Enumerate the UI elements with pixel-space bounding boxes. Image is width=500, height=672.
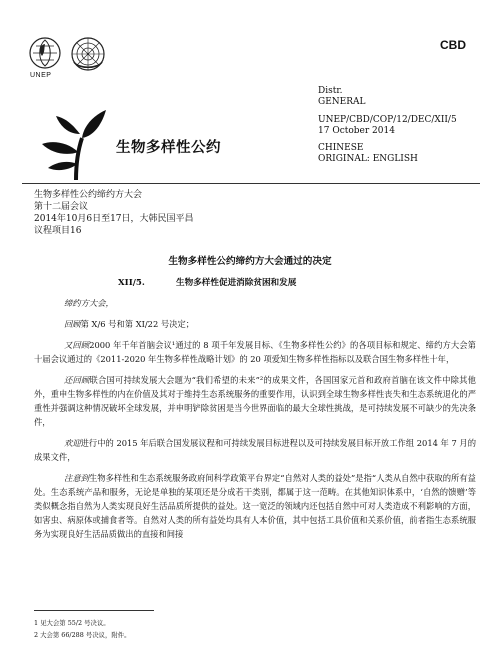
paragraph-text: 第 X/6 号和第 XI/22 号决定； bbox=[80, 319, 195, 329]
session-info bbox=[34, 189, 194, 237]
footnote-divider bbox=[34, 610, 154, 611]
original-language: ORIGINAL: ENGLISH bbox=[318, 154, 418, 165]
unep-label: UNEP bbox=[30, 72, 52, 79]
paragraph-lead: 缔约方大会， bbox=[64, 298, 114, 308]
footnote: 1 见大会第 55/2 号决议。 bbox=[34, 619, 110, 627]
footnote: 2 大会第 66/288 号决议，附件。 bbox=[34, 631, 131, 639]
paragraph-lead: 又回顾 bbox=[64, 340, 90, 350]
decision-heading bbox=[118, 276, 296, 288]
paragraph-lead: 回顾 bbox=[64, 319, 81, 329]
paragraph-text: 生物多样性和生态系统服务政府间科学政策平台界定“自然对人类的益处”是指“人类从自然中获取的所有益处。生态系统产品和服务，无论是单独的某项还是分成若干类别，都属于这一范畴。在其他知识体系中，‘自然的馈赠’等类似概念指自然为人类实现良好生活品质所提供的益处。这一宽泛的领域内还包括自然中可对人类造成不利影响的方面，如害虫、病原体或捕食者等。自然对人类的所有益处均具有人本价值，其中包括工具价值和关系价值，前者指生态系统服务为实现良好生活品质做出的直接和间接 bbox=[34, 473, 476, 539]
document-metadata bbox=[318, 86, 457, 166]
cbd-label: CBD bbox=[440, 38, 466, 52]
paragraph-text: 2000 年千年首脑会议¹通过的 8 项千年发展目标、《生物多样性公约》的各项目标和规定、缔约方大会第十届会议通过的《2011-2020 年生物多样性战略计划》的 20 项爱知生物多样性指标以及联合国生物多样性十年， bbox=[34, 340, 476, 364]
distr-label: Distr. bbox=[318, 86, 343, 96]
paragraph bbox=[34, 338, 476, 366]
distribution: GENERAL bbox=[318, 97, 366, 108]
decision-number: XII/5. bbox=[118, 278, 145, 288]
header-divider bbox=[22, 183, 480, 184]
decision-body bbox=[34, 296, 476, 548]
agenda-item: 议程项目16 bbox=[34, 226, 82, 236]
convention-title: 生物多样性公约 bbox=[116, 140, 221, 156]
session-date-place: 2014年10月6日至17日，大韩民国平昌 bbox=[34, 214, 194, 224]
cbd-plant-logo-icon bbox=[38, 104, 108, 182]
paragraph-lead: 欢迎 bbox=[64, 438, 81, 448]
paragraph bbox=[34, 373, 476, 429]
paragraph bbox=[34, 317, 476, 331]
un-emblem-icon bbox=[70, 36, 106, 72]
decision-title: 生物多样性公约缔约方大会通过的决定 bbox=[168, 256, 332, 267]
document-date: 17 October 2014 bbox=[318, 125, 395, 136]
footnotes bbox=[34, 617, 131, 641]
unep-logo-icon bbox=[28, 36, 62, 70]
paragraph bbox=[34, 436, 476, 464]
paragraph-text: 联合国可持续发展大会题为“我们希望的未来”²的成果文件，各国国家元首和政府首脑在该文件中除其他外，重申生物多样性的内在价值及其对于维持生态系统服务的重要作用，认识到全球生物多样性丧失和生态系统退化的严重性并强调这种情况破坏全球发展，并申明铲除贫困是当今世界面临的最大全球性挑战，是可持续发展不可缺少的先决条件， bbox=[34, 375, 476, 427]
document-symbol: UNEP/CBD/COP/12/DEC/XII/5 bbox=[318, 114, 457, 125]
language: CHINESE bbox=[318, 143, 364, 154]
session-body: 生物多样性公约缔约方大会 bbox=[34, 190, 143, 200]
paragraph-text: 进行中的 2015 年后联合国发展议程和可持续发展目标进程以及可持续发展目标开放工作组 2014 年 7 月的成果文件， bbox=[34, 438, 476, 462]
paragraph-lead: 还回顾 bbox=[64, 375, 90, 385]
paragraph bbox=[34, 471, 476, 541]
paragraph bbox=[34, 296, 476, 310]
paragraph-lead: 注意到 bbox=[64, 473, 89, 483]
session-meeting: 第十二届会议 bbox=[34, 202, 89, 212]
decision-subtitle: 生物多样性促进消除贫困和发展 bbox=[176, 278, 297, 288]
